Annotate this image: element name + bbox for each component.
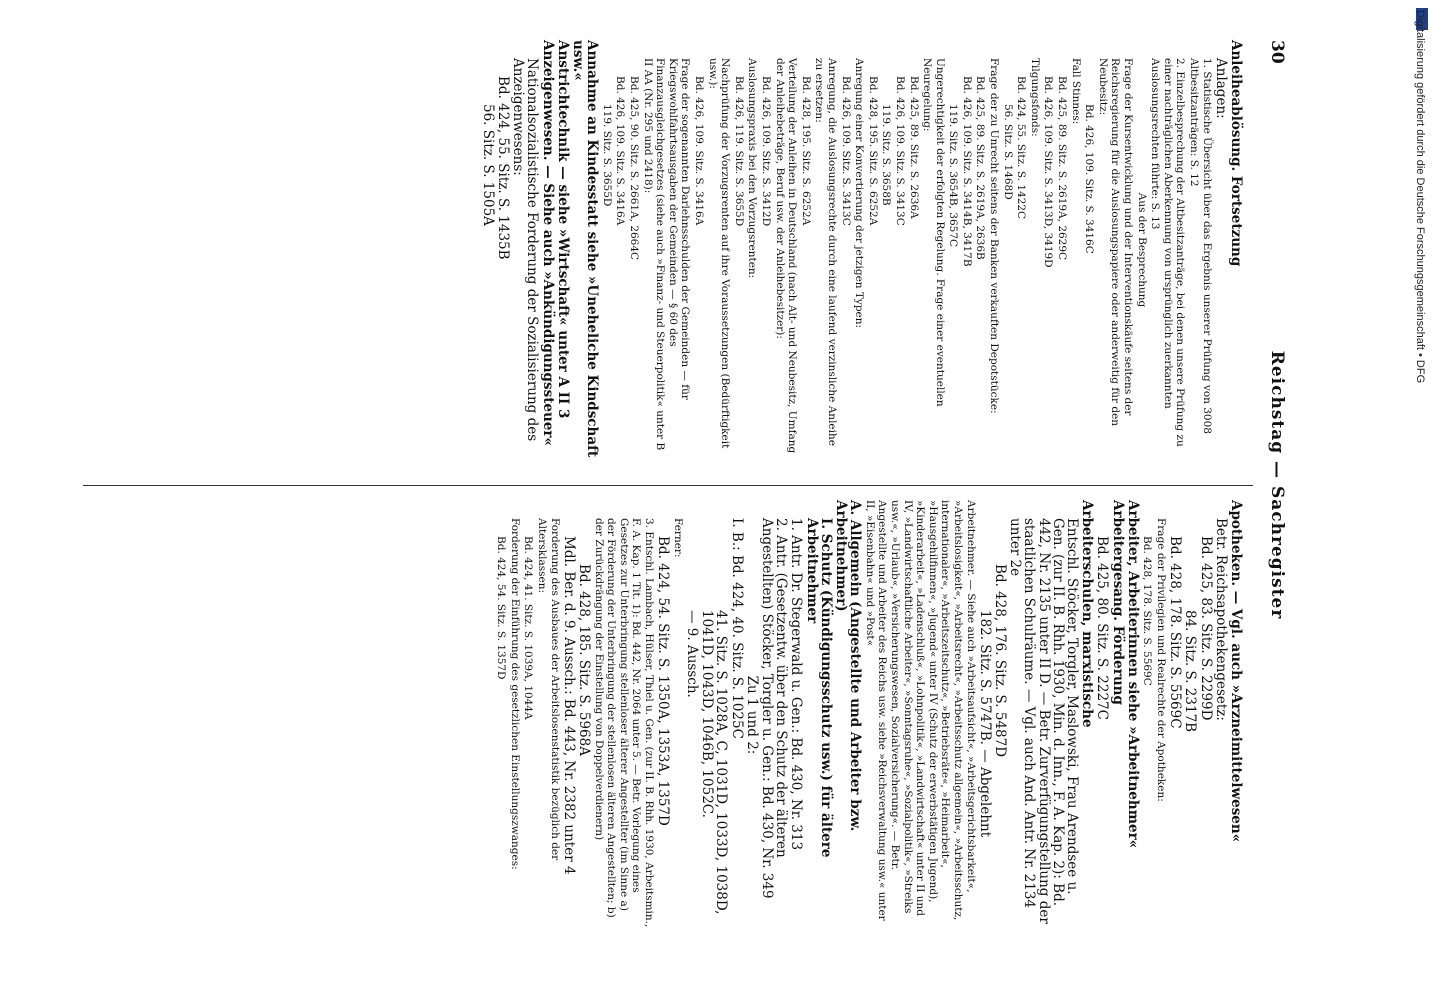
left-entry: Aus der Besprechung	[1135, 192, 1148, 308]
left-entry: Bd. 424, 55. Sitz. S. 1435B	[495, 76, 512, 260]
left-entry: Bd. 428, 195. Sitz. S. 6252A	[866, 76, 879, 226]
right-entry: Mdl. Ber. d. 9. Aussch.: Bd. 443, Nr. 2382 unter 4	[560, 536, 577, 875]
right-entry: Bd. 425, 83. Sitz. S. 2299D	[1197, 536, 1214, 721]
right-entry: A. Allgemein (Angestellte und Arbeiter bzw. Arbeitnehmer)	[833, 500, 864, 832]
left-entry: Nachprüfung der Vorzugsrenten auf ihre Voraussetzungen (Bedürftigkeit usw.):	[706, 58, 732, 449]
left-entry: Bd. 426, 109. Sitz. S. 3416A	[614, 76, 627, 226]
left-entry: 119. Sitz. S. 3658B	[880, 104, 893, 206]
right-entry: Apotheken. — Vgl. auch »Arzneimittelwesen«	[1228, 500, 1244, 843]
right-entry: Forderung des Ausbaues der Arbeitslosenstatistik bezüglich der Altersklassen:	[536, 518, 561, 861]
left-entry: Tilgungsfonds:	[1028, 58, 1041, 137]
left-entry: Anstrichtechnik — siehe »Wirtschaft« unter A II 3	[554, 40, 571, 419]
right-entry: Bd. 424, 54. Sitz. S. 1350A, 1353A, 1357D	[655, 536, 672, 826]
right-entry: Frage der Privilegien und Realrechte der Apotheken:	[1154, 518, 1167, 802]
right-entry: Bd. 425, 80. Sitz. S. 2227C	[1094, 536, 1111, 720]
digitization-credit	[1414, 10, 1428, 990]
left-entry: 2. Einzelbesprechung der Altbesitzanträge, bei denen unsere Prüfung zu einer nachträglichen Aberkennung von ursprünglich zuerkannten Auslosungsrechten führte: S. 13	[1149, 58, 1187, 447]
right-entry: 84. Sitz. S. 2317B	[1182, 610, 1199, 733]
left-entry: Bd. 426, 109. Sitz. S. 3414B, 3417B	[960, 76, 973, 267]
right-entry: 182. Sitz. S. 5747B. — Abgelehnt	[976, 610, 993, 838]
left-entry: Frage der zu Unrecht seitens der Banken verkauften Depotstücke:	[988, 58, 1001, 414]
left-entry: Bd. 426, 109. Sitz. S. 3413D, 3419D	[1042, 76, 1055, 268]
column-divider	[83, 485, 1253, 486]
right-entry: Bd. 428, 176. Sitz. S. 5487D	[991, 564, 1008, 758]
page-header	[1255, 40, 1295, 930]
left-entry: Annahme an Kindesstatt siehe »Uneheliche Kindschaft usw.«	[570, 40, 601, 458]
right-entry: Arbeiterschulen, marxistische	[1079, 500, 1096, 728]
left-entry: 1. Statistische Übersicht über das Ergebnis unserer Prüfung von 3008 Altbesitzanträgen: S. 12	[1188, 58, 1213, 434]
right-entry: 1. Antr. Dr. Stegerwald u. Gen.: Bd. 430, Nr. 313	[788, 518, 805, 851]
left-entry: Fall Stinnes:	[1069, 58, 1082, 125]
right-entry: 41. Sitz. S. 1028A, C, 1031D, 1033D, 1038D, 1041D, 1043D, 1046B, 1052C.	[699, 610, 730, 915]
left-entry: Bd. 426, 109. Sitz. S. 3412D	[760, 76, 772, 227]
left-entry: Anleiheablösung. Fortsetzung	[1228, 40, 1244, 267]
left-entry: Anlagen:	[1212, 58, 1229, 119]
left-entry: Bd. 428, 195. Sitz. S. 6252A	[799, 76, 812, 226]
running-title: Reichstag — Sachregister	[1267, 350, 1287, 620]
right-entry: Arbeitnehmer. — Siehe auch »Arbeitsaufsicht«, »Arbeitsgerichtsbarkeit«, »Arbeitslosigkeit«, »Arbeitsrecht«, »Arbeitsschutz allgemein«, »Arbeitsschutz, internationaler«, »Arbeitszeitschutz«, »Betriebsräte«, »Heimarbeit«, »Hausgehilfinnen«, »Jugend« unter IV (Schutz der erwerbstätigen Jugend), »Kinderarbeit«, »Ladenschluß«, »Lohnpolitik«, »Landwirtschaft« unter II und IV, »Landwirtschaftliche Arbeiter«, »Sonntagsruhe«, »Sozialpolitik«, »Streiks usw.«, »Urlaub«, »Versicherungswesen, Sozialversicherung«. — Betr. Angestellte und Arbeiter des Reichs usw. siehe »Reichsverwaltung usw.« unter II, »Eisenbahn« und »Post«	[863, 500, 977, 921]
right-entry: Betr. Reichsapothekengesetz:	[1212, 518, 1229, 721]
left-entry: Ungerechtigkeit der erfolgten Regelung. Frage einer eventuellen Neuregelung:	[921, 58, 946, 407]
right-entry: Bd. 424, 41. Sitz. S. 1039A, 1044A	[522, 536, 535, 720]
left-entry: Frage der Kursentwicklung und der Interventionskäufe seitens der Reichsregierung für die Auslosungspapiere oder anderweitig für den Neubesitz:	[1096, 58, 1135, 427]
left-entry: Bd. 426, 109. Sitz. S. 3413C	[893, 76, 906, 226]
right-entry: Bd. 428, 185. Sitz. S. 5968A	[576, 564, 593, 756]
page-number: 30	[1267, 40, 1287, 64]
left-entry: Anregung einer Konvertierung der jetzigen Typen:	[853, 58, 866, 329]
left-entry: Bd. 426, 109. Sitz. S. 3413C	[839, 76, 852, 226]
right-entry: Zu 1 und 2:	[743, 675, 760, 755]
left-entry: Anregung, die Auslosungsrechte durch eine laufend verzinsliche Anleihe zu ersetzen:	[813, 58, 838, 446]
left-entry: Bd. 425, 89. Sitz. S. 2619A, 2636B	[974, 76, 987, 260]
left-entry: 56. Sitz. S. 1468D	[1001, 104, 1014, 200]
left-entry: Bd. 425, 89. Sitz. S. 2619A, 2629C	[1056, 76, 1069, 261]
left-entry: Anzeigenwesen. — Siehe auch »Ankündigungssteuer«	[539, 40, 556, 446]
left-entry: Bd. 425, 90. Sitz. S. 2661A, 2664C	[628, 76, 641, 261]
left-entry: Bd. 426, 119. Sitz. S. 3655D	[732, 76, 745, 227]
left-entry: 56. Sitz. S. 1505A	[479, 104, 496, 226]
left-entry: 119. Sitz. S. 3654B, 3657C	[947, 104, 960, 248]
right-entry: Ferner:	[671, 518, 684, 558]
right-entry: Bd. 428, 178. Sitz. S. 5569C	[1141, 536, 1154, 686]
credit-text: Digitalisierung gefördert durch die Deutsche Forschungsgemeinschaft • DFG	[1414, 10, 1426, 384]
left-entry: Bd. 424, 55. Sitz. S. 1422C	[1015, 76, 1028, 220]
left-entry: Nationalsozialistische Forderung der Sozialisierung des Anzeigenwesens:	[510, 58, 541, 442]
left-entry: Bd. 426, 109. Sitz. S. 3416C	[1083, 104, 1096, 254]
right-entry: I. B.: Bd. 424, 40. Sitz. S. 1025C	[728, 518, 745, 739]
left-entry: 119. Sitz. S. 3655D	[600, 104, 613, 207]
right-entry: Forderung der Einführung des gesetzlichen Einstellungszwanges:	[508, 518, 521, 870]
left-entry: Auslosungspraxis bei den Vorzugsrenten:	[746, 58, 759, 279]
left-entry: Frage der sogenannten Darlehnsschulden der Gemeinden — für Kriegswohlfahrtsausgaben der Gemeinden — § 60 des Finanzausgleichgesetzes (siehe auch »Finanz- und Steuerpolitik« unter B II AA (Nr. 295 und 2418):	[641, 58, 692, 451]
left-column	[480, 40, 1243, 460]
right-entry: I. Schutz (Kündigungsschutz usw.) für ältere Arbeitnehmer	[803, 518, 834, 858]
right-entry: Entschl. Stöcker, Torgler, Maslowski, Frau Arendsee u. Gen. (zur II. B. Rhh. 1930, Min. d. Inn., F. A. Kap. 2): Bd. 442, Nr. 2135 unter II D. — Betr. Zurverfügungstellung der staatlichen Schulräume. — Vgl. auch And. Antr. Nr. 2134 unter 2e	[1007, 518, 1080, 924]
right-entry: Arbeiter, Arbeiterinnen siehe »Arbeitnehmer«	[1124, 500, 1141, 849]
right-entry: — 9. Aussch.	[683, 610, 700, 698]
left-entry: Verteilung der Anleihen in Deutschland (nach Alt- und Neubesitz, Umfang der Anleihebeträge, Beruf usw. der Anleihebesitzer):	[773, 58, 799, 454]
right-entry: 3. Entschl. Lambach, Hülser, Thiel u. Gen. (zur II. B. Rhh. 1930, Arbeitsmin., F. A. Kap. 1 Tit. 1): Bd. 442, Nr. 2064 unter 5. — Betr. Vorlegung eines Gesetzes zur Unterbringung stellenloser älterer Angestellter (im Sinne a) der Förderung der Unterbringung der stellenlosen älteren Angestellten; b) der Zurückdrängung der Einstellung von Doppelverdienern)	[592, 518, 655, 928]
right-entry: Bd. 424, 54. Sitz. S. 1357D	[495, 536, 508, 680]
right-entry: Arbeitergesang. Förderung	[1109, 500, 1126, 705]
left-entry: Bd. 426, 109. Sitz. S. 3416A	[693, 76, 706, 226]
right-entry: 2. Antr. (Gesetzentw. über den Schutz der älteren Angestellten) Stöcker, Torgler u. Gen.: Bd. 430, Nr. 349	[759, 518, 790, 899]
rotated-page	[80, 40, 1295, 930]
left-entry: Bd. 425, 89. Sitz. S. 2636A	[907, 76, 920, 219]
right-entry: Bd. 428, 178. Sitz. S. 5569C	[1167, 536, 1184, 729]
right-column	[494, 500, 1243, 930]
